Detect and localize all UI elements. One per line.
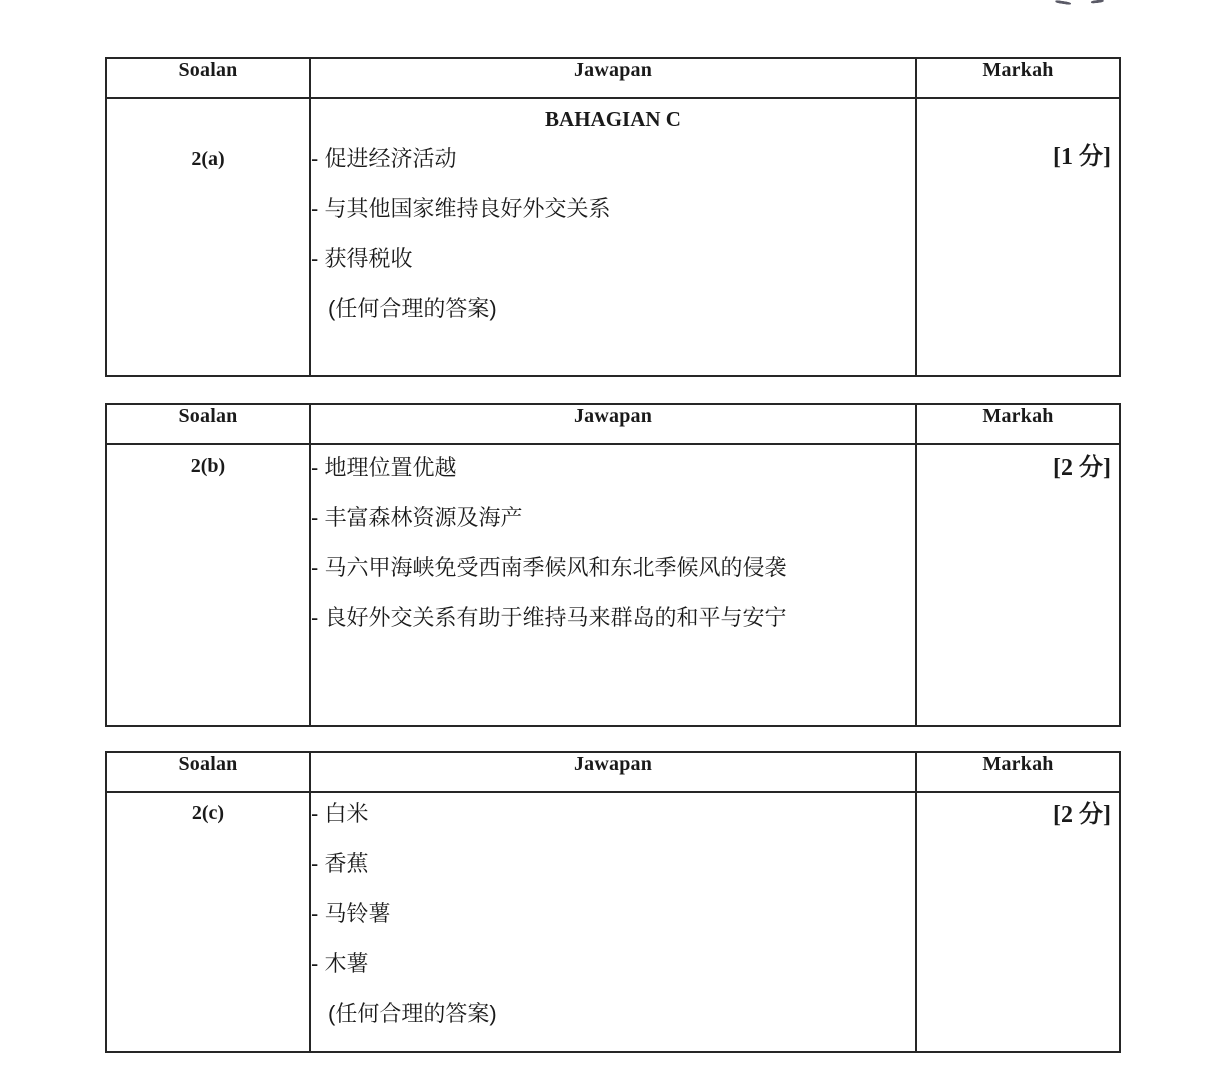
column-header-soalan: Soalan [106, 404, 310, 444]
answer-item: - 木薯 [311, 951, 369, 976]
question-number: 2(a) [191, 148, 225, 170]
answer-item: - 地理位置优越 [311, 455, 457, 480]
answer-item: - 马铃薯 [311, 901, 391, 926]
answer-note: (任何合理的答案) [328, 1001, 497, 1026]
clipped-character-fragment [1055, 0, 1072, 7]
column-header-soalan: Soalan [106, 752, 310, 792]
table-body-row [106, 792, 1120, 1052]
column-header-soalan: Soalan [106, 58, 310, 98]
clipped-character-fragment [1091, 0, 1105, 6]
answer-table-2c [105, 751, 1121, 1053]
answer-item: - 丰富森林资源及海产 [311, 505, 523, 530]
table-header-row [106, 752, 1120, 792]
column-header-markah: Markah [916, 752, 1120, 792]
mark-cell [916, 98, 1120, 376]
question-number: 2(c) [191, 802, 225, 824]
table-body-row [106, 98, 1120, 376]
answer-item: - 获得税收 [311, 246, 413, 271]
answer-cell [310, 98, 916, 376]
answer-item: - 与其他国家维持良好外交关系 [311, 196, 611, 221]
answer-cell [310, 444, 916, 726]
answer-item: - 良好外交关系有助于维持马来群岛的和平与安宁 [311, 605, 787, 630]
question-number-cell [106, 444, 310, 726]
mark-value: [2 分] [1053, 455, 1111, 481]
answer-item: - 促进经济活动 [311, 146, 457, 171]
mark-cell [916, 444, 1120, 726]
column-header-markah: Markah [916, 58, 1120, 98]
column-header-jawapan: Jawapan [310, 404, 916, 444]
answer-table-2b [105, 403, 1121, 727]
mark-value: [2 分] [1053, 802, 1111, 828]
answer-cell [310, 792, 916, 1052]
section-title: BAHAGIAN C [545, 107, 681, 131]
question-number-cell [106, 98, 310, 376]
column-header-jawapan: Jawapan [310, 58, 916, 98]
column-header-markah: Markah [916, 404, 1120, 444]
mark-cell [916, 792, 1120, 1052]
mark-value: [1 分] [1053, 144, 1111, 170]
question-number: 2(b) [190, 455, 226, 477]
answer-table-2a [105, 57, 1121, 377]
table-body-row [106, 444, 1120, 726]
column-header-jawapan: Jawapan [310, 752, 916, 792]
answer-note: (任何合理的答案) [328, 296, 497, 321]
answer-item: - 白米 [311, 801, 369, 826]
answer-item: - 香蕉 [311, 851, 369, 876]
table-header-row [106, 404, 1120, 444]
answer-item: - 马六甲海峡免受西南季候风和东北季候风的侵袭 [311, 555, 787, 580]
table-header-row [106, 58, 1120, 98]
question-number-cell [106, 792, 310, 1052]
